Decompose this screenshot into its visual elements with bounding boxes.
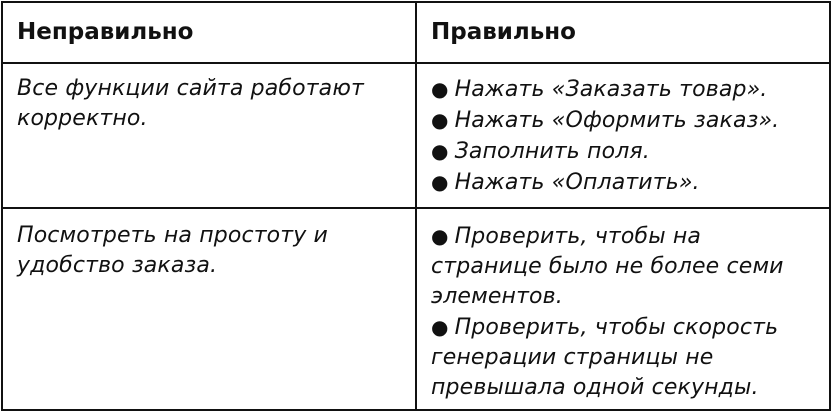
row-divider [3,207,829,209]
row1-right-item-1: ● Нажать «Заказать товар». [431,77,768,102]
bullet-icon: ● [431,224,449,248]
header-right: Правильно [431,19,576,45]
bullet-icon: ● [431,315,449,339]
row2-wrong [3,221,363,281]
bullet-icon: ● [431,170,449,194]
comparison-table [1,1,831,411]
row1-right-list [417,74,831,198]
row2-wrong-text: Посмотреть на простоту и удобство заказа. [17,223,329,278]
row2-right-list [417,221,812,403]
bullet-icon: ● [431,139,449,163]
row2-right-item-1: ● Проверить, чтобы на странице было не более семи элементов. [431,224,784,309]
header-wrong: Неправильно [17,19,194,45]
row1-right-item-4: ● Нажать «Оплатить». [431,170,700,195]
row1-wrong-line: Все функции сайта работают корректно. [17,76,364,131]
bullet-icon: ● [431,77,449,101]
row1-right-item-2: ● Нажать «Оформить заказ». [431,108,780,133]
row1-wrong-text [17,74,408,134]
header-divider [3,62,829,64]
row1-right-item-3: ● Заполнить поля. [431,139,650,164]
row1-wrong [3,74,408,134]
bullet-icon: ● [431,108,449,132]
row2-right-item-2: ● Проверить, чтобы скорость генерации страницы не превышала одной секунды. [431,315,779,400]
